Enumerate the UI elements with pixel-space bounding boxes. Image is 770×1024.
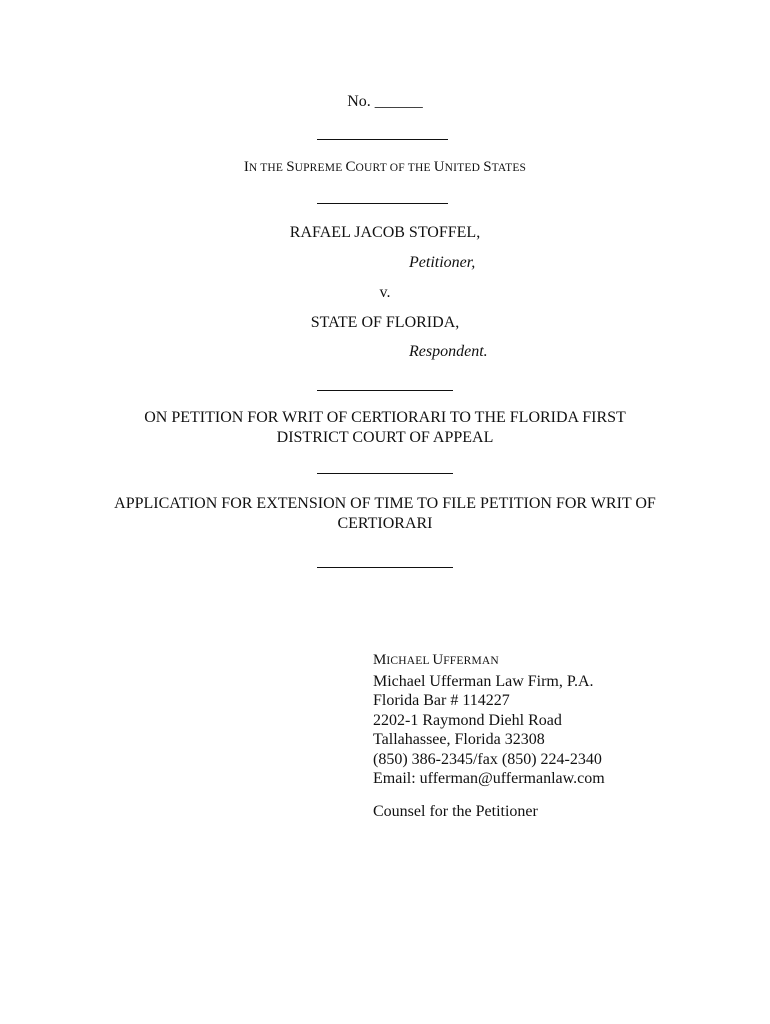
divider-rule bbox=[317, 567, 453, 568]
court-name bbox=[0, 157, 770, 178]
counsel-address-city: Tallahassee, Florida 32308 bbox=[373, 731, 545, 748]
counsel-block bbox=[373, 650, 605, 821]
counsel-text-michael: ICHAEL bbox=[386, 655, 433, 667]
court-text-court: OURT OF THE bbox=[355, 162, 434, 174]
court-initial-u: U bbox=[433, 159, 445, 175]
divider-rule bbox=[317, 203, 448, 204]
application-heading-line1: APPLICATION FOR EXTENSION OF TIME TO FILE PETITION FOR WRIT OF bbox=[114, 495, 656, 512]
court-text-states: TATES bbox=[491, 162, 527, 174]
counsel-firm: Michael Ufferman Law Firm, P.A. bbox=[373, 672, 594, 690]
counsel-name bbox=[373, 650, 605, 672]
court-text-united: NITED bbox=[444, 162, 484, 174]
application-heading-line2: CERTIORARI bbox=[337, 515, 433, 532]
counsel-phone: (850) 386-2345/fax (850) 224-2340 bbox=[373, 750, 602, 768]
court-text-in: N THE bbox=[248, 162, 287, 174]
court-initial-st: S bbox=[483, 159, 492, 175]
petitioner-name: RAFAEL JACOB STOFFEL, bbox=[289, 224, 481, 241]
docket-number: No. ______ bbox=[347, 93, 423, 110]
court-initial-s: S bbox=[286, 159, 295, 175]
counsel-bar-number: Florida Bar # 114227 bbox=[373, 692, 510, 709]
divider-rule bbox=[317, 139, 448, 140]
respondent-role: Respondent. bbox=[409, 343, 488, 360]
versus: v. bbox=[379, 284, 391, 301]
divider-rule bbox=[317, 390, 453, 391]
counsel-initial-m: M bbox=[373, 652, 387, 668]
counsel-role: Counsel for the Petitioner bbox=[373, 802, 538, 820]
counsel-initial-u: U bbox=[432, 652, 444, 668]
court-initial-i: I bbox=[243, 159, 249, 175]
petitioner-role: Petitioner, bbox=[409, 254, 476, 271]
counsel-text-ufferman: FFERMAN bbox=[443, 655, 499, 667]
petition-heading-line2: DISTRICT COURT OF APPEAL bbox=[276, 429, 494, 446]
petition-heading-line1: ON PETITION FOR WRIT OF CERTIORARI TO THE FLORIDA FIRST bbox=[144, 409, 626, 426]
respondent-name: STATE OF FLORIDA, bbox=[310, 314, 460, 331]
counsel-email: Email: ufferman@uffermanlaw.com bbox=[373, 770, 605, 787]
court-text-supreme: UPREME bbox=[294, 162, 346, 174]
court-initial-c: C bbox=[345, 159, 356, 175]
divider-rule bbox=[317, 473, 453, 474]
counsel-address-street: 2202-1 Raymond Diehl Road bbox=[373, 711, 562, 729]
